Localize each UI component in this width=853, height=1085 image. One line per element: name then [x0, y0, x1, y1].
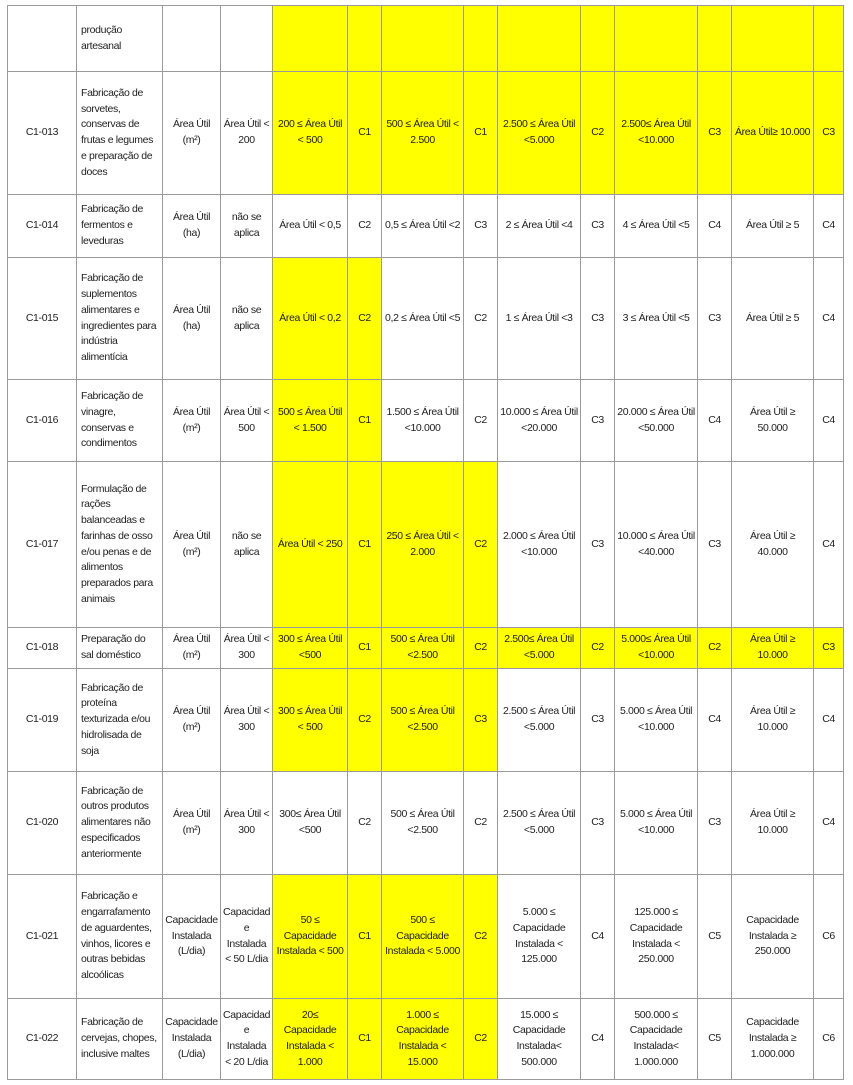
activity-description: Fabricação de proteína texturizada e/ou hidrolisada de soja: [77, 669, 163, 772]
class-5: C6: [814, 875, 844, 999]
table-row: [8, 258, 844, 380]
range-1: Área Útil < 250: [273, 462, 348, 628]
range-3: 2 ≤ Área Útil <4: [498, 195, 581, 258]
measure-unit: Área Útil (m²): [163, 772, 221, 875]
classification-table: [7, 5, 844, 1080]
class-3: C3: [581, 258, 615, 380]
class-1: [348, 6, 382, 72]
range-4: 10.000 ≤ Área Útil <40.000: [615, 462, 698, 628]
class-2: [464, 6, 498, 72]
activity-description: Fabricação de cervejas, chopes, inclusive maltes: [77, 999, 163, 1080]
range-4: 4 ≤ Área Útil <5: [615, 195, 698, 258]
class-5: C4: [814, 195, 844, 258]
class-4: [698, 6, 732, 72]
range-4: 2.500≤ Área Útil <10.000: [615, 72, 698, 195]
class-2: C2: [464, 462, 498, 628]
range-1: [273, 6, 348, 72]
class-1: C1: [348, 999, 382, 1080]
range-5: Área Útil ≥ 5: [732, 195, 814, 258]
class-4: C3: [698, 72, 732, 195]
range-1: 300≤ Área Útil <500: [273, 772, 348, 875]
activity-description: Fabricação de fermentos e leveduras: [77, 195, 163, 258]
range-3: 1 ≤ Área Útil <3: [498, 258, 581, 380]
class-2: C1: [464, 72, 498, 195]
range-4: 500.000 ≤ Capacidade Instalada< 1.000.000: [615, 999, 698, 1080]
class-2: C2: [464, 999, 498, 1080]
activity-description: Preparação do sal doméstico: [77, 628, 163, 669]
range-4: 5.000 ≤ Área Útil <10.000: [615, 669, 698, 772]
measure-unit: Área Útil (ha): [163, 195, 221, 258]
activity-code: C1-020: [8, 772, 77, 875]
class-2: C2: [464, 772, 498, 875]
not-applicable-range: Área Útil < 300: [221, 772, 273, 875]
range-2: 250 ≤ Área Útil < 2.000: [382, 462, 464, 628]
range-5: Área Útil≥ 10.000: [732, 72, 814, 195]
range-4: 5.000≤ Área Útil <10.000: [615, 628, 698, 669]
table-row: [8, 6, 844, 72]
activity-code: C1-018: [8, 628, 77, 669]
range-1: Área Útil < 0,5: [273, 195, 348, 258]
range-5: Área Útil ≥ 10.000: [732, 628, 814, 669]
class-3: C3: [581, 462, 615, 628]
range-2: 0,2 ≤ Área Útil <5: [382, 258, 464, 380]
class-3: C3: [581, 195, 615, 258]
measure-unit: Capacidade Instalada (L/dia): [163, 999, 221, 1080]
activity-description: Formulação de rações balanceadas e farinhas de osso e/ou penas e de alimentos preparados para animais: [77, 462, 163, 628]
class-2: C3: [464, 195, 498, 258]
measure-unit: Capacidade Instalada (L/dia): [163, 875, 221, 999]
activity-code: C1-016: [8, 380, 77, 462]
range-3: 10.000 ≤ Área Útil <20.000: [498, 380, 581, 462]
range-2: 1.500 ≤ Área Útil <10.000: [382, 380, 464, 462]
class-4: C5: [698, 999, 732, 1080]
activity-code: C1-022: [8, 999, 77, 1080]
class-5: C4: [814, 258, 844, 380]
range-2: 500 ≤ Capacidade Instalada < 5.000: [382, 875, 464, 999]
table-row: [8, 72, 844, 195]
range-1: 50 ≤ Capacidade Instalada < 500: [273, 875, 348, 999]
class-3: C3: [581, 772, 615, 875]
class-2: C2: [464, 258, 498, 380]
class-3: [581, 6, 615, 72]
measure-unit: Área Útil (m²): [163, 380, 221, 462]
table-row: [8, 380, 844, 462]
range-1: Área Útil < 0,2: [273, 258, 348, 380]
range-5: [732, 6, 814, 72]
class-1: C2: [348, 258, 382, 380]
measure-unit: Área Útil (m²): [163, 669, 221, 772]
range-1: 300 ≤ Área Útil < 500: [273, 669, 348, 772]
range-2: 500 ≤ Área Útil <2.500: [382, 669, 464, 772]
range-1: 300 ≤ Área Útil <500: [273, 628, 348, 669]
range-4: 125.000 ≤ Capacidade Instalada < 250.000: [615, 875, 698, 999]
range-3: 5.000 ≤ Capacidade Instalada < 125.000: [498, 875, 581, 999]
measure-unit: Área Útil (m²): [163, 462, 221, 628]
range-3: 2.500 ≤ Área Útil <5.000: [498, 772, 581, 875]
range-5: Área Útil ≥ 10.000: [732, 669, 814, 772]
not-applicable-range: Capacidad e Instalada < 50 L/dia: [221, 875, 273, 999]
class-5: C4: [814, 669, 844, 772]
class-5: C4: [814, 772, 844, 875]
class-4: C5: [698, 875, 732, 999]
range-5: Capacidade Instalada ≥ 250.000: [732, 875, 814, 999]
class-4: C3: [698, 772, 732, 875]
class-1: C1: [348, 380, 382, 462]
range-3: 2.000 ≤ Área Útil <10.000: [498, 462, 581, 628]
range-5: Área Útil ≥ 40.000: [732, 462, 814, 628]
class-2: C2: [464, 628, 498, 669]
class-5: [814, 6, 844, 72]
table-row: [8, 669, 844, 772]
class-5: C4: [814, 380, 844, 462]
class-1: C2: [348, 195, 382, 258]
class-3: C3: [581, 669, 615, 772]
range-3: 15.000 ≤ Capacidade Instalada< 500.000: [498, 999, 581, 1080]
table-row: [8, 772, 844, 875]
class-4: C2: [698, 628, 732, 669]
not-applicable-range: não se aplica: [221, 462, 273, 628]
activity-description: produção artesanal: [77, 6, 163, 72]
class-1: C1: [348, 72, 382, 195]
class-5: C3: [814, 628, 844, 669]
table-row: [8, 462, 844, 628]
range-3: 2.500 ≤ Área Útil <5.000: [498, 669, 581, 772]
class-4: C4: [698, 380, 732, 462]
class-1: C1: [348, 875, 382, 999]
range-1: 500 ≤ Área Útil < 1.500: [273, 380, 348, 462]
range-2: 500 ≤ Área Útil <2.500: [382, 772, 464, 875]
activity-code: C1-014: [8, 195, 77, 258]
range-5: Área Útil ≥ 10.000: [732, 772, 814, 875]
class-2: C2: [464, 875, 498, 999]
range-1: 200 ≤ Área Útil < 500: [273, 72, 348, 195]
class-4: C4: [698, 669, 732, 772]
not-applicable-range: Área Útil < 500: [221, 380, 273, 462]
activity-description: Fabricação de outros produtos alimentares não especificados anteriormente: [77, 772, 163, 875]
range-3: 2.500≤ Área Útil <5.000: [498, 628, 581, 669]
not-applicable-range: não se aplica: [221, 195, 273, 258]
class-1: C2: [348, 772, 382, 875]
activity-code: C1-015: [8, 258, 77, 380]
not-applicable-range: [221, 6, 273, 72]
range-4: 5.000 ≤ Área Útil <10.000: [615, 772, 698, 875]
measure-unit: [163, 6, 221, 72]
class-4: C3: [698, 258, 732, 380]
not-applicable-range: Área Útil < 200: [221, 72, 273, 195]
table-row: [8, 999, 844, 1080]
range-2: 500 ≤ Área Útil <2.500: [382, 628, 464, 669]
class-4: C3: [698, 462, 732, 628]
measure-unit: Área Útil (m²): [163, 72, 221, 195]
range-2: 0,5 ≤ Área Útil <2: [382, 195, 464, 258]
activity-description: Fabricação de vinagre, conservas e condimentos: [77, 380, 163, 462]
range-1: 20≤ Capacidade Instalada < 1.000: [273, 999, 348, 1080]
class-1: C1: [348, 628, 382, 669]
activity-description: Fabricação de suplementos alimentares e ingredientes para indústria alimentícia: [77, 258, 163, 380]
range-5: Capacidade Instalada ≥ 1.000.000: [732, 999, 814, 1080]
measure-unit: Área Útil (ha): [163, 258, 221, 380]
class-2: C2: [464, 380, 498, 462]
class-3: C4: [581, 875, 615, 999]
activity-code: [8, 6, 77, 72]
table-row: [8, 628, 844, 669]
activity-code: C1-021: [8, 875, 77, 999]
class-3: C3: [581, 380, 615, 462]
class-5: C6: [814, 999, 844, 1080]
measure-unit: Área Útil (m²): [163, 628, 221, 669]
activity-description: Fabricação e engarrafamento de aguardentes, vinhos, licores e outras bebidas alcoólicas: [77, 875, 163, 999]
range-3: 2.500 ≤ Área Útil <5.000: [498, 72, 581, 195]
range-4: [615, 6, 698, 72]
range-4: 20.000 ≤ Área Útil <50.000: [615, 380, 698, 462]
class-3: C2: [581, 72, 615, 195]
table-row: [8, 195, 844, 258]
class-3: C4: [581, 999, 615, 1080]
activity-code: C1-017: [8, 462, 77, 628]
range-5: Área Útil ≥ 5: [732, 258, 814, 380]
range-2: [382, 6, 464, 72]
activity-description: Fabricação de sorvetes, conservas de frutas e legumes e preparação de doces: [77, 72, 163, 195]
range-4: 3 ≤ Área Útil <5: [615, 258, 698, 380]
class-2: C3: [464, 669, 498, 772]
class-5: C4: [814, 462, 844, 628]
range-3: [498, 6, 581, 72]
class-4: C4: [698, 195, 732, 258]
class-3: C2: [581, 628, 615, 669]
range-2: 1.000 ≤ Capacidade Instalada < 15.000: [382, 999, 464, 1080]
not-applicable-range: não se aplica: [221, 258, 273, 380]
not-applicable-range: Capacidad e Instalada < 20 L/dia: [221, 999, 273, 1080]
class-1: C2: [348, 669, 382, 772]
activity-code: C1-019: [8, 669, 77, 772]
range-2: 500 ≤ Área Útil < 2.500: [382, 72, 464, 195]
class-5: C3: [814, 72, 844, 195]
activity-code: C1-013: [8, 72, 77, 195]
not-applicable-range: Área Útil < 300: [221, 628, 273, 669]
class-1: C1: [348, 462, 382, 628]
range-5: Área Útil ≥ 50.000: [732, 380, 814, 462]
not-applicable-range: Área Útil < 300: [221, 669, 273, 772]
table-row: [8, 875, 844, 999]
